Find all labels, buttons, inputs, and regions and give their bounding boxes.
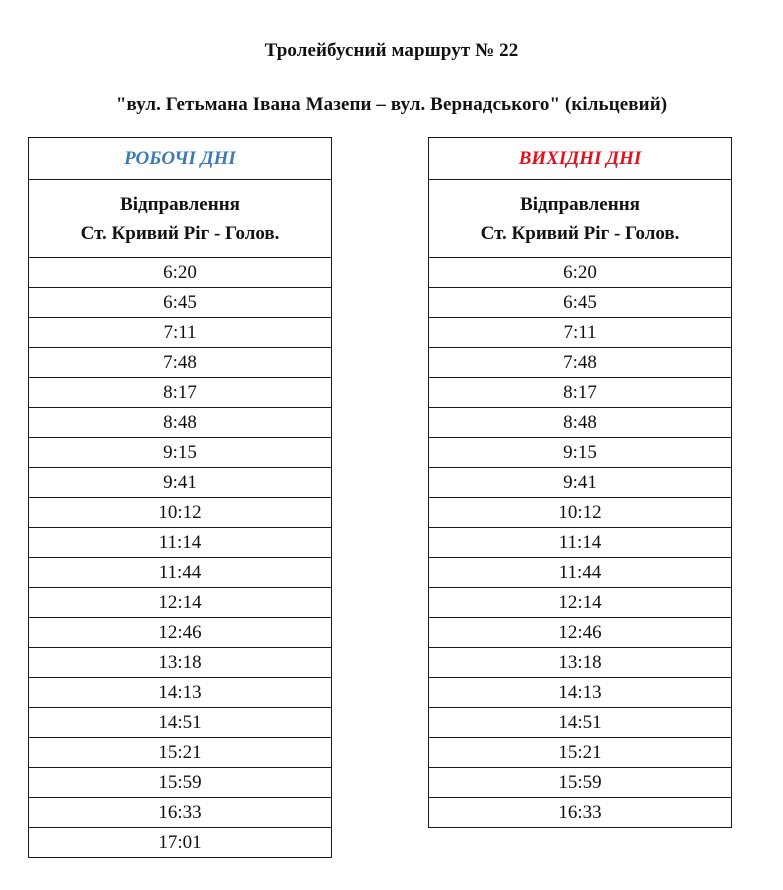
weekdays-departure-time: 6:20	[29, 258, 332, 288]
weekends-departure-time: 14:13	[429, 678, 732, 708]
weekdays-departure-time: 16:33	[29, 798, 332, 828]
weekends-time-row	[429, 468, 732, 498]
weekends-label: ВИХІДНІ ДНІ	[429, 138, 732, 180]
weekdays-time-row	[29, 648, 332, 678]
weekdays-time-row	[29, 708, 332, 738]
weekends-departure-time: 12:46	[429, 618, 732, 648]
weekdays-departure-time: 8:48	[29, 408, 332, 438]
weekends-departure-time: 6:20	[429, 258, 732, 288]
weekends-time-row	[429, 378, 732, 408]
weekdays-time-row	[29, 588, 332, 618]
weekends-time-row	[429, 318, 732, 348]
weekends-time-row	[429, 348, 732, 378]
weekdays-time-row	[29, 768, 332, 798]
weekdays-label: РОБОЧІ ДНІ	[29, 138, 332, 180]
weekends-departure-time: 10:12	[429, 498, 732, 528]
weekends-departure-time: 11:14	[429, 528, 732, 558]
weekdays-time-row	[29, 618, 332, 648]
weekdays-departure-time: 7:11	[29, 318, 332, 348]
weekends-time-row	[429, 408, 732, 438]
weekends-time-row	[429, 798, 732, 828]
weekdays-column-header-line2: Ст. Кривий Ріг - Голов.	[80, 222, 280, 244]
weekends-time-row	[429, 678, 732, 708]
weekdays-time-row	[29, 378, 332, 408]
weekends-departure-time: 11:44	[429, 558, 732, 588]
weekdays-schedule-table	[28, 137, 332, 858]
weekends-column-header-row	[429, 180, 732, 258]
weekdays-departure-time: 11:14	[29, 528, 332, 558]
weekdays-time-row	[29, 678, 332, 708]
weekends-departure-time: 6:45	[429, 288, 732, 318]
weekdays-time-row	[29, 798, 332, 828]
weekends-departure-time: 13:18	[429, 648, 732, 678]
weekdays-departure-time: 13:18	[29, 648, 332, 678]
weekends-departure-time: 9:15	[429, 438, 732, 468]
weekends-departure-time: 15:59	[429, 768, 732, 798]
weekends-schedule-table	[428, 137, 732, 828]
weekends-departure-time: 8:48	[429, 408, 732, 438]
weekdays-time-row	[29, 348, 332, 378]
page-title: Тролейбусний маршрут № 22	[264, 40, 519, 61]
weekends-header-row	[429, 138, 732, 180]
weekdays-departure-time: 8:17	[29, 378, 332, 408]
weekends-time-row	[429, 288, 732, 318]
weekdays-time-row	[29, 528, 332, 558]
weekdays-departure-time: 9:41	[29, 468, 332, 498]
weekends-time-row	[429, 648, 732, 678]
weekends-departure-time: 8:17	[429, 378, 732, 408]
weekends-time-row	[429, 618, 732, 648]
weekdays-column-header-line1: Відправлення	[120, 193, 240, 215]
weekdays-departure-time: 17:01	[29, 828, 332, 858]
weekends-time-row	[429, 588, 732, 618]
weekdays-time-row	[29, 558, 332, 588]
weekdays-departure-time: 14:51	[29, 708, 332, 738]
weekends-departure-time: 9:41	[429, 468, 732, 498]
weekends-time-row	[429, 768, 732, 798]
weekdays-departure-time: 15:21	[29, 738, 332, 768]
weekdays-column-header-row	[29, 180, 332, 258]
weekends-column-header-line2: Ст. Кривий Ріг - Голов.	[480, 222, 680, 244]
weekdays-time-row	[29, 738, 332, 768]
weekdays-time-row	[29, 828, 332, 858]
weekends-departure-time: 12:14	[429, 588, 732, 618]
weekends-time-row	[429, 438, 732, 468]
weekdays-time-row	[29, 258, 332, 288]
weekdays-time-row	[29, 468, 332, 498]
weekdays-departure-time: 10:12	[29, 498, 332, 528]
weekends-departure-time: 7:11	[429, 318, 732, 348]
weekdays-departure-time: 15:59	[29, 768, 332, 798]
weekdays-departure-time: 6:45	[29, 288, 332, 318]
weekends-departure-time: 7:48	[429, 348, 732, 378]
weekdays-departure-time: 12:14	[29, 588, 332, 618]
weekends-column-header-line1: Відправлення	[520, 193, 640, 215]
weekends-time-row	[429, 498, 732, 528]
weekdays-time-row	[29, 438, 332, 468]
weekdays-departure-time: 9:15	[29, 438, 332, 468]
weekends-departure-time: 14:51	[429, 708, 732, 738]
weekends-column-header	[429, 180, 732, 258]
weekends-departure-time: 15:21	[429, 738, 732, 768]
weekends-time-row	[429, 258, 732, 288]
weekdays-time-row	[29, 288, 332, 318]
weekends-time-row	[429, 528, 732, 558]
route-subtitle: "вул. Гетьмана Івана Мазепи – вул. Вернадського" (кільцевий)	[115, 94, 668, 115]
weekdays-departure-time: 7:48	[29, 348, 332, 378]
weekends-departure-time: 16:33	[429, 798, 732, 828]
weekends-time-row	[429, 708, 732, 738]
weekdays-time-row	[29, 408, 332, 438]
weekdays-time-row	[29, 498, 332, 528]
weekends-time-row	[429, 738, 732, 768]
weekdays-departure-time: 12:46	[29, 618, 332, 648]
weekdays-time-row	[29, 318, 332, 348]
weekdays-header-row	[29, 138, 332, 180]
weekdays-departure-time: 14:13	[29, 678, 332, 708]
weekends-time-row	[429, 558, 732, 588]
weekdays-departure-time: 11:44	[29, 558, 332, 588]
weekdays-column-header	[29, 180, 332, 258]
